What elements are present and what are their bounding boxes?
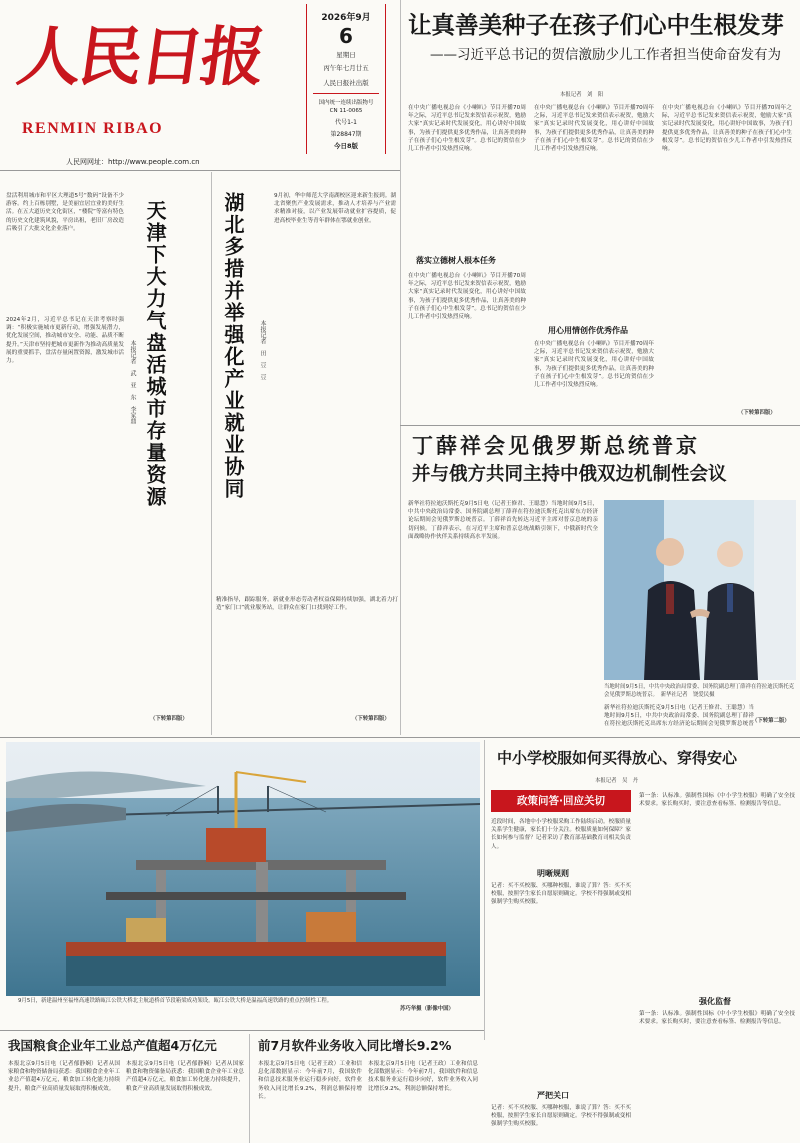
hubei-headline: 湖北多措并举强化产业就业协同 xyxy=(221,192,245,500)
hubei-body-bottom: 精准指导，跟踪服务。新就业形态劳动者权益保障持续加强，湖北着力打造“家门口”就业服务站，让群众在家门口找到好工作。 xyxy=(216,597,398,612)
bridge-photo xyxy=(6,742,480,996)
masthead-title: 人民日报 xyxy=(12,20,268,95)
tianjin-headline: 天津下大力气盘活城市存量资源 xyxy=(143,200,167,508)
lead-subheadline: ——习近平总书记的贺信激励少儿工作者担当使命奋发有为 xyxy=(430,47,781,63)
software-article xyxy=(250,1032,484,1143)
lead-subhead-1: 落实立德树人根本任务 xyxy=(416,256,496,265)
ding-article xyxy=(400,426,800,736)
lead-subhead-2: 用心用情创作优秀作品 xyxy=(548,326,628,335)
policy-banner xyxy=(491,790,631,812)
masthead-pinyin: RENMIN RIBAO xyxy=(22,120,164,137)
school-article xyxy=(485,740,800,1143)
software-body-col1: 本报北京9月5日电（记者王政）工业和信息化部数据显示：今年前7月，我国软件和信息技术服务业运行稳步向好，软件业务收入同比增长9.2%，利润总额保持增长。 xyxy=(258,1061,362,1100)
hubei-byline: 本报记者 田 豆 豆 xyxy=(259,320,266,380)
school-body-col1b: 记者：买不买校服、买哪种校服，谁说了算？答：买不买校服，按照学生家长自愿原则确定。学校不得强制或变相强制学生购买校服。 xyxy=(491,883,631,906)
ding-photo-caption: 当地时间9月5日，中共中央政治局常委、国务院副总理丁薛祥在符拉迪沃斯托克会见俄罗斯总统普京。 新华社记者 饶爱民摄 xyxy=(604,684,795,698)
school-body-col2: 第一条：认标准。强制性国标《中小学生校服》明确了安全技术要求。家长购买时，要注意查看标签、检测报告等信息。 xyxy=(639,793,795,808)
lead-body-col1: 在中央广播电视总台《小喇叭》节目开播70周年之际，习近平总书记发来贺信表示祝贺，勉励大家“真实记录时代发展变化，用心讲好中国故事，为孩子们提供更多优秀作品，让真善美的种子在孩子们心中生根发芽”。总书记的贺信在少儿工作者中引发热烈反响。 xyxy=(408,105,526,153)
date-day: 6 xyxy=(339,24,353,48)
meeting-photo-illustration xyxy=(604,500,796,680)
school-headline: 中小学校服如何买得放心、穿得安心 xyxy=(497,749,738,767)
weekday: 星期日 xyxy=(336,51,356,59)
hubei-continued: （下转第四版） xyxy=(352,716,390,722)
grain-article xyxy=(0,1032,248,1143)
hubei-article xyxy=(212,172,400,737)
school-byline: 本报记者 吴 丹 xyxy=(595,778,639,784)
page-count: 今日8版 xyxy=(333,142,359,150)
lead-body-col2: 在中央广播电视总台《小喇叭》节目开播70周年之际，习近平总书记发来贺信表示祝贺，勉励大家“真实记录时代发展变化，用心讲好中国故事，为孩子们提供更多优秀作品，让真善美的种子在孩子们心中生根发芽”。总书记的贺信在少儿工作者中引发热烈反响。 xyxy=(534,105,654,153)
issn-label: 国内统一连续出版物号 xyxy=(318,100,374,106)
lunar-date: 丙午年七月廿五 xyxy=(323,64,369,72)
grain-body-col2: 本报北京9月5日电（记者郁静娴）记者从国家粮食和物资储备局获悉：我国粮食企业年工业总产值超4万亿元，粮食加工转化能力持续提升，粮食产业高质量发展取得积极成效。 xyxy=(126,1061,244,1092)
tianjin-article xyxy=(0,172,210,737)
school-body-col1: 近段时间，各地中小学校服采购工作陆续启动。校服质量关系学生健康，家长们十分关注。校服质量如何保障？家长如何参与监督？记者采访了教育部基础教育司相关负责人。 xyxy=(491,819,631,850)
lead-continued: （下转第四版） xyxy=(738,410,776,416)
school-subhead-1: 明晰规则 xyxy=(537,869,569,878)
ding-body-col1: 新华社符拉迪沃斯托克9月5日电（记者王修君、王聪慧）当地时间9月5日，中共中央政治局常委、国务院副总理丁薛祥在符拉迪沃斯托克出席东方经济论坛期间会见俄罗斯总统普京。丁薛祥首先转达习近平主席对普京总统的亲切问候。丁薛祥表示，在习近平主席和普京总统战略引领下，中俄新时代全面战略协作伙伴关系持续高水平发展。 xyxy=(408,501,598,540)
bridge-photo-caption: 9月5日，新建温州至福州高速铁路瓯江公铁大桥北主航道桥首节段箱梁成功架设。瓯江公铁大桥是温福高速铁路的重点控制性工程。 xyxy=(18,998,333,1004)
issn-number: CN 11-0065 xyxy=(329,108,363,114)
ding-headline-1: 丁薛祥会见俄罗斯总统普京 xyxy=(412,434,700,458)
lead-headline: 让真善美种子在孩子们心中生根发芽 xyxy=(408,11,784,39)
date-year-month: 2026年9月 xyxy=(321,13,371,23)
publisher: 人民日报社出版 xyxy=(323,79,369,87)
school-body-col2b: 第一条：认标准。强制性国标《中小学生校服》明确了安全技术要求。家长购买时，要注意查看标签、检测报告等信息。 xyxy=(639,1011,795,1026)
ding-continued: （下转第二版） xyxy=(752,718,790,724)
grain-body-col1: 本报北京9月5日电（记者郁静娴）记者从国家粮食和物资储备局获悉：我国粮食企业年工业总产值超4万亿元，粮食加工转化能力持续提升，粮食产业高质量发展取得积极成效。 xyxy=(8,1061,120,1092)
issue-number: 第28847期 xyxy=(330,131,362,138)
policy-banner-label: 政策问答·回应关切 xyxy=(517,795,605,807)
bridge-photo-credit: 苏巧华摄（影像中国） xyxy=(400,1006,454,1012)
tianjin-byline: 本报记者 武 亚 东 李家鼎 xyxy=(129,340,136,424)
masthead xyxy=(0,0,400,170)
ding-body-col2: 新华社符拉迪沃斯托克9月5日电（记者王修君、王聪慧）当地时间9月5日，中共中央政治局常委、国务院副总理丁薛祥在符拉迪沃斯托克出席东方经济论坛期间会见俄罗斯总统普 xyxy=(604,705,754,728)
tianjin-body-col1b: 2024年2月，习近平总书记在天津考察时强调：“积极实施城市更新行动，增强发展潜力，优化发展空间，推动城市安全、功能、品质不断提升。”天津市坚持把城市更新作为推动高质量发展的重要抓手，盘活存量闲置资源，激发城市活力。 xyxy=(6,317,124,365)
tianjin-body-col1: 盘活利用城市和平区大理道5号“数码”设备不少游客。约上百栋别墅，是美丽宜居宜业的美好生活。在五大道历史文化街区，“楼院”等富有特色的历史文化建筑风貌，平房出租，老旧厂房改造后吸引了大批文化企业落户。 xyxy=(6,193,124,232)
lead-body-col1b: 在中央广播电视总台《小喇叭》节目开播70周年之际，习近平总书记发来贺信表示祝贺，勉励大家“真实记录时代发展变化，用心讲好中国故事，为孩子们提供更多优秀作品，让真善美的种子在孩子们心中生根发芽”。总书记的贺信在少儿工作者中引发热烈反响。 xyxy=(408,273,526,321)
lead-body-col2b: 在中央广播电视总台《小喇叭》节目开播70周年之际，习近平总书记发来贺信表示祝贺，勉励大家“真实记录时代发展变化，用心讲好中国故事，为孩子们提供更多优秀作品，让真善美的种子在孩子们心中生根发芽”。总书记的贺信在少儿工作者中引发热烈反响。 xyxy=(534,341,654,389)
tianjin-continued: （下转第四版） xyxy=(150,716,188,722)
dateline-box xyxy=(306,4,386,154)
software-headline: 前7月软件业务收入同比增长9.2% xyxy=(258,1038,452,1053)
school-subhead-2: 严把关口 xyxy=(537,1091,569,1100)
software-body-col2: 本报北京9月5日电（记者王政）工业和信息化部数据显示：今年前7月，我国软件和信息技术服务业运行稳步向好，软件业务收入同比增长9.2%，利润总额保持增长。 xyxy=(368,1061,478,1092)
bridge-photo-illustration xyxy=(6,742,480,996)
lead-article xyxy=(400,0,800,425)
hubei-body-col1: 9月初，华中师范大学南湖校区迎来新生报到。湖北省聚焦产业发展需求，推动人才培养与产业需求精准对接，以产业发展带动就业扩容提质，促进高校毕业生等青年群体在鄂就业创业。 xyxy=(274,193,396,224)
postal-code: 代号1-1 xyxy=(335,119,357,126)
ding-photo xyxy=(604,500,796,680)
lead-byline: 本报记者 刘 阳 xyxy=(560,92,604,98)
grain-headline: 我国粮食企业年工业总产值超4万亿元 xyxy=(8,1038,217,1053)
ding-headline-2: 并与俄方共同主持中俄双边机制性会议 xyxy=(412,464,727,485)
lead-body-col3: 在中央广播电视总台《小喇叭》节目开播70周年之际，习近平总书记发来贺信表示祝贺，勉励大家“真实记录时代发展变化，用心讲好中国故事，为孩子们提供更多优秀作品，让真善美的种子在孩子们心中生根发芽”。总书记的贺信在少儿工作者中引发热烈反响。 xyxy=(662,105,792,153)
school-subhead-3: 强化监督 xyxy=(699,997,731,1006)
website-line: 人民网网址：http://www.people.com.cn xyxy=(66,158,200,166)
school-body-col1c: 记者：买不买校服、买哪种校服，谁说了算？答：买不买校服，按照学生家长自愿原则确定。学校不得强制或变相强制学生购买校服。 xyxy=(491,1105,631,1128)
